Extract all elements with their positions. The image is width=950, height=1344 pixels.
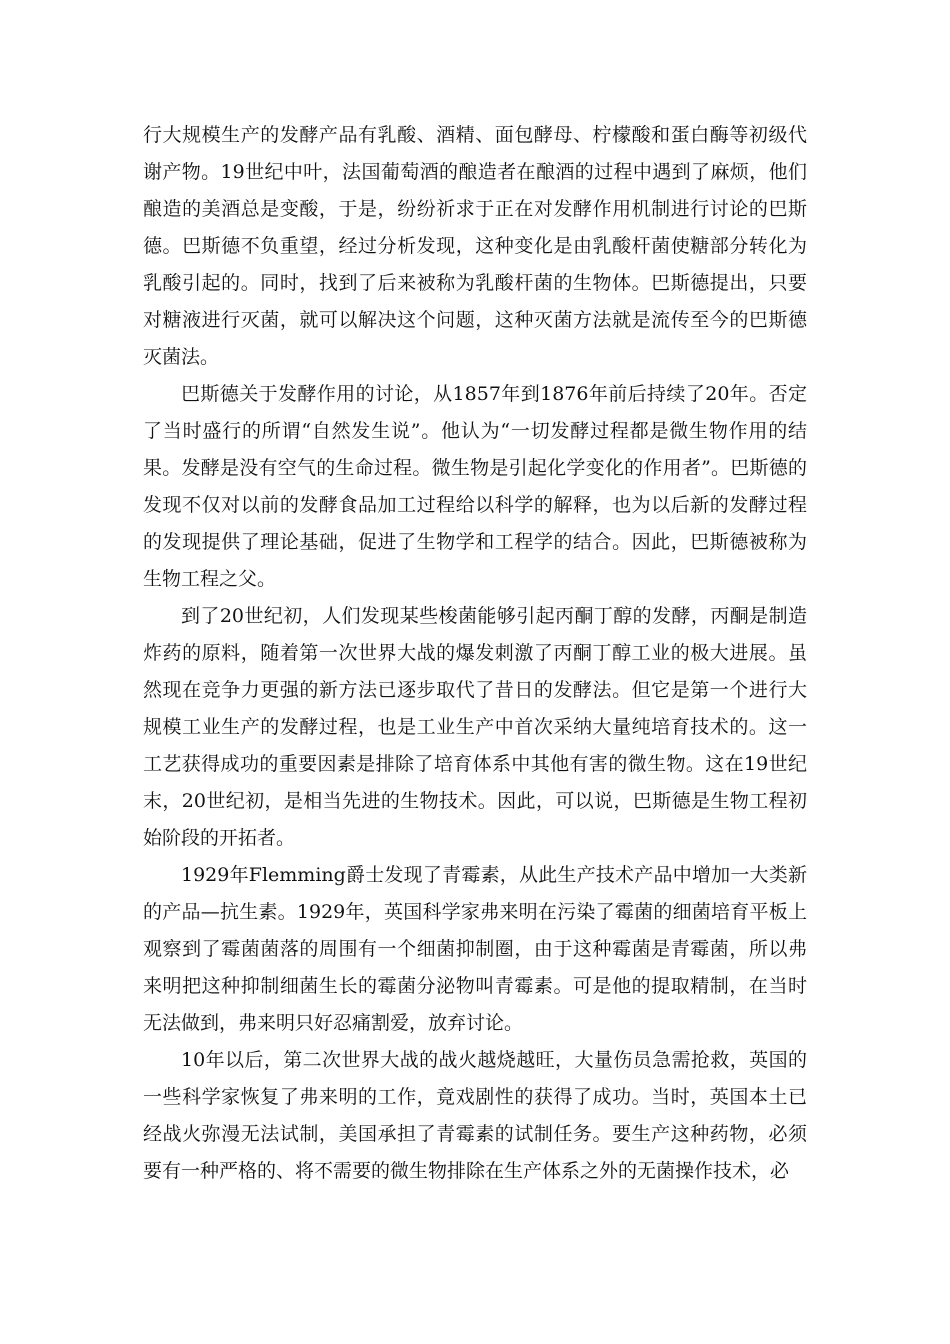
body-text bbox=[143, 117, 807, 1190]
paragraph-3: 到了20世纪初，人们发现某些梭菌能够引起丙酮丁醇的发酵，丙酮是制造炸药的原料，随着第一次世界大战的爆发刺激了丙酮丁醇工业的极大进展。虽然现在竞争力更强的新方法已逐步取代了昔日的发酵法。但它是第一个进行大规模工业生产的发酵过程，也是工业生产中首次采纳大量纯培育技术的。这一工艺获得成功的重要因素是排除了培育体系中其他有害的微生物。这在19世纪末，20世纪初，是相当先进的生物技术。因此，可以说，巴斯德是生物工程初始阶段的开拓者。 bbox=[143, 605, 807, 849]
paragraph-2: 巴斯德关于发酵作用的讨论，从1857年到1876年前后持续了20年。否定了当时盛行的所谓“自然发生说”。他认为“一切发酵过程都是微生物作用的结果。发酵是没有空气的生命过程。微生物是引起化学变化的作用者”。巴斯德的发现不仅对以前的发酵食品加工过程给以科学的解释，也为以后新的发酵过程的发现提供了理论基础，促进了生物学和工程学的结合。因此，巴斯德被称为生物工程之父。 bbox=[143, 383, 807, 590]
paragraph-1: 行大规模生产的发酵产品有乳酸、酒精、面包酵母、柠檬酸和蛋白酶等初级代谢产物。19世纪中叶，法国葡萄酒的酿造者在酿酒的过程中遇到了麻烦，他们酿造的美酒总是变酸，于是，纷纷祈求于正在对发酵作用机制进行讨论的巴斯德。巴斯德不负重望，经过分析发现，这种变化是由乳酸杆菌使糖部分转化为乳酸引起的。同时，找到了后来被称为乳酸杆菌的生物体。巴斯德提出，只要对糖液进行灭菌，就可以解决这个问题，这种灭菌方法就是流传至今的巴斯德灭菌法。 bbox=[143, 124, 807, 368]
paragraph-4: 1929年Flemming爵士发现了青霉素，从此生产技术产品中增加一大类新的产品—抗生素。1929年，英国科学家弗来明在污染了霉菌的细菌培育平板上观察到了霉菌菌落的周围有一个细菌抑制圈，由于这种霉菌是青霉菌，所以弗来明把这种抑制细菌生长的霉菌分泌物叫青霉素。可是他的提取精制，在当时无法做到，弗来明只好忍痛割爱，放弃讨论。 bbox=[143, 864, 807, 1034]
paragraph-5: 10年以后，第二次世界大战的战火越烧越旺，大量伤员急需抢救，英国的一些科学家恢复了弗来明的工作，竟戏剧性的获得了成功。当时，英国本土已经战火弥漫无法试制，美国承担了青霉素的试制任务。要生产这种药物，必须要有一种严格的、将不需要的微生物排除在生产体系之外的无菌操作技术，必 bbox=[143, 1049, 807, 1182]
